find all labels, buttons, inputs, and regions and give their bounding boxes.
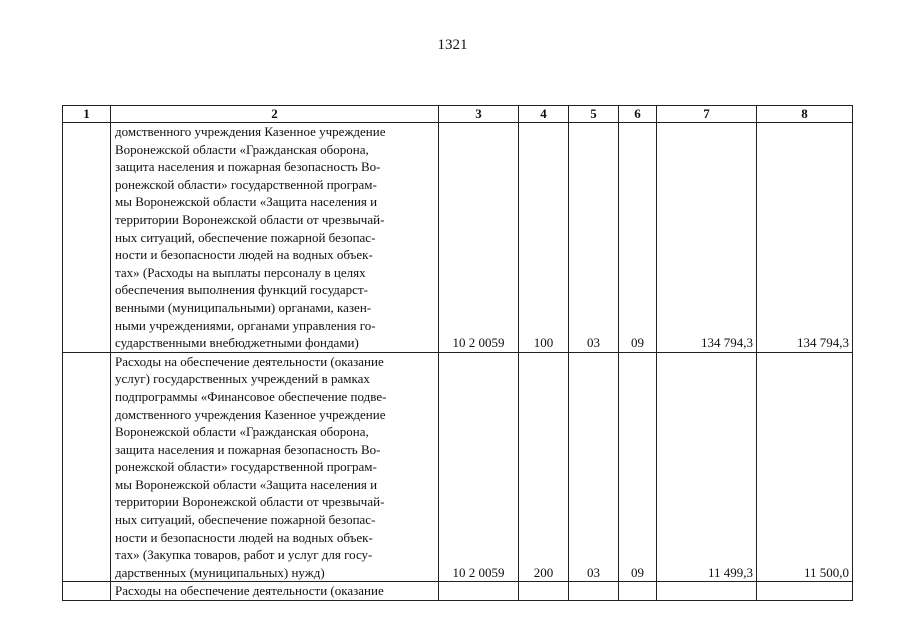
amount-cell-8: 11 500,0: [757, 352, 853, 582]
section-cell: 03: [569, 352, 619, 582]
subsection-cell: [619, 582, 657, 601]
subsection-cell: 09: [619, 123, 657, 353]
description-cell: домственного учреждения Казенное учреждение Воронежской области «Гражданская оборона, защита населения и пожарная безопасность Во- ронежской области» государственной програм- мы Воронежской области «Защита населения и территории Воронежской области от чрезвычай- ных ситуаций, обеспечение пожарной безопас- ности и безопасности людей на водных объек- тах» (Расходы на выплаты персоналу в целях обеспечения выполнения функций государст- венными (муниципальными) органами, казен- ными учреждениями, органами управления го- сударственными внебюджетными фондами): [111, 123, 439, 353]
header-col-2: 2: [111, 106, 439, 123]
description-cell: Расходы на обеспечение деятельности (оказание: [111, 582, 439, 601]
expense-type-cell: [519, 582, 569, 601]
target-article-cell: 10 2 0059: [439, 352, 519, 582]
target-article-cell: 10 2 0059: [439, 123, 519, 353]
target-article-cell: [439, 582, 519, 601]
row-number-cell: [63, 582, 111, 601]
table-row: [63, 123, 853, 353]
amount-cell-7: [657, 582, 757, 601]
row-number-cell: [63, 123, 111, 353]
description-cell: Расходы на обеспечение деятельности (оказание услуг) государственных учреждений в рамках подпрограммы «Финансовое обеспечение подве- домственного учреждения Казенное учреждение Воронежской области «Гражданская оборона, защита населения и пожарная безопасность Во- ронежской области» государственной програм- мы Воронежской области «Защита населения и территории Воронежской области от чрезвычай- ных ситуаций, обеспечение пожарной безопас- ности и безопасности людей на водных объек- тах» (Закупка товаров, работ и услуг для госу- дарственных (муниципальных) нужд): [111, 352, 439, 582]
subsection-cell: 09: [619, 352, 657, 582]
header-col-7: 7: [657, 106, 757, 123]
header-col-6: 6: [619, 106, 657, 123]
section-cell: 03: [569, 123, 619, 353]
header-col-8: 8: [757, 106, 853, 123]
amount-cell-7: 134 794,3: [657, 123, 757, 353]
amount-cell-8: [757, 582, 853, 601]
expense-type-cell: 200: [519, 352, 569, 582]
header-col-4: 4: [519, 106, 569, 123]
section-cell: [569, 582, 619, 601]
table-row: [63, 352, 853, 582]
table-header-row: [63, 106, 853, 123]
row-number-cell: [63, 352, 111, 582]
header-col-1: 1: [63, 106, 111, 123]
header-col-5: 5: [569, 106, 619, 123]
expense-type-cell: 100: [519, 123, 569, 353]
table-row: [63, 582, 853, 601]
budget-table: [62, 105, 853, 601]
amount-cell-7: 11 499,3: [657, 352, 757, 582]
page-number: 1321: [437, 37, 468, 53]
amount-cell-8: 134 794,3: [757, 123, 853, 353]
header-col-3: 3: [439, 106, 519, 123]
